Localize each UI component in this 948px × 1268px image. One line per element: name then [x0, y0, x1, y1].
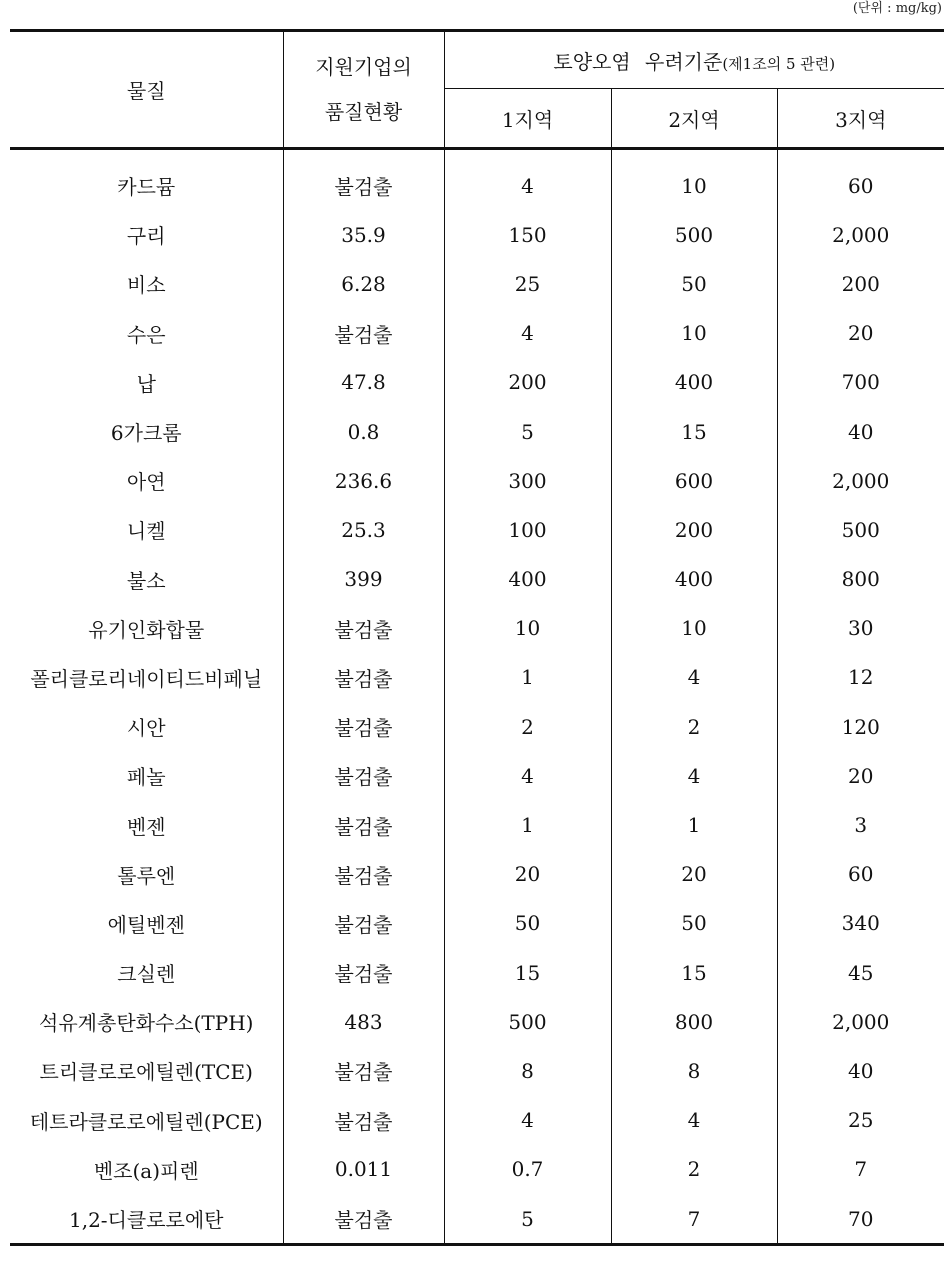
spacer-cell [444, 149, 611, 162]
table-row [10, 1145, 944, 1194]
cell-zone-1: 500 [444, 997, 611, 1046]
cell-zone-1: 4 [444, 751, 611, 800]
cell-zone-2: 8 [611, 1046, 777, 1095]
table-body [10, 149, 944, 1245]
table-row [10, 800, 944, 849]
cell-company-status: 399 [283, 555, 444, 604]
header-standard-note: (제1조의 5 관련) [722, 54, 836, 73]
cell-zone-2: 15 [611, 948, 777, 997]
table-row [10, 161, 944, 210]
cell-zone-3: 20 [777, 751, 944, 800]
cell-zone-1: 4 [444, 1096, 611, 1145]
cell-company-status: 불검출 [283, 800, 444, 849]
cell-zone-3: 25 [777, 1096, 944, 1145]
cell-material: 납 [136, 371, 156, 396]
cell-zone-2: 4 [611, 751, 777, 800]
cell-zone-2: 50 [611, 899, 777, 948]
cell-zone-3: 40 [777, 407, 944, 456]
cell-material: 6가크롬 [110, 421, 182, 446]
cell-material: 시안 [126, 716, 166, 741]
cell-zone-1: 5 [444, 1194, 611, 1245]
cell-zone-3: 120 [777, 702, 944, 751]
cell-material: 카드뮴 [117, 175, 176, 200]
unit-note: (단위 : mg/kg) [852, 1, 942, 16]
cell-material: 벤조(a)피렌 [93, 1158, 199, 1183]
header-standard-title: 토양오염 우려기준 [553, 49, 723, 74]
header-material: 물질 [10, 31, 283, 149]
cell-company-status: 불검출 [283, 1096, 444, 1145]
cell-zone-1: 5 [444, 407, 611, 456]
table-row [10, 997, 944, 1046]
table-row [10, 604, 944, 653]
cell-company-status: 불검출 [283, 161, 444, 210]
cell-material: 트리클로로에틸렌(TCE) [39, 1060, 253, 1085]
cell-zone-1: 150 [444, 210, 611, 259]
cell-material: 불소 [126, 568, 166, 593]
cell-company-status: 35.9 [283, 210, 444, 259]
cell-zone-1: 4 [444, 309, 611, 358]
table-row [10, 751, 944, 800]
table-row [10, 259, 944, 308]
cell-zone-1: 50 [444, 899, 611, 948]
cell-zone-3: 20 [777, 309, 944, 358]
cell-zone-1: 1 [444, 800, 611, 849]
cell-material: 페놀 [126, 765, 166, 790]
cell-company-status: 불검출 [283, 948, 444, 997]
cell-company-status: 불검출 [283, 1046, 444, 1095]
cell-zone-3: 45 [777, 948, 944, 997]
cell-company-status: 6.28 [283, 259, 444, 308]
cell-material: 유기인화합물 [88, 617, 205, 642]
cell-material: 테트라클로로에틸렌(PCE) [29, 1109, 263, 1134]
spacer-cell [10, 149, 283, 162]
cell-material: 크실렌 [117, 962, 176, 987]
header-zone-1: 1지역 [444, 89, 611, 149]
cell-zone-2: 500 [611, 210, 777, 259]
cell-zone-3: 12 [777, 653, 944, 702]
cell-company-status: 불검출 [283, 702, 444, 751]
cell-zone-2: 2 [611, 1145, 777, 1194]
cell-zone-1: 8 [444, 1046, 611, 1095]
cell-zone-2: 1 [611, 800, 777, 849]
cell-zone-1: 300 [444, 456, 611, 505]
cell-zone-2: 50 [611, 259, 777, 308]
cell-company-status: 불검출 [283, 1194, 444, 1245]
cell-company-status: 불검출 [283, 899, 444, 948]
cell-zone-2: 400 [611, 358, 777, 407]
cell-company-status: 0.011 [283, 1145, 444, 1194]
cell-zone-2: 4 [611, 1096, 777, 1145]
cell-zone-3: 60 [777, 161, 944, 210]
cell-zone-1: 200 [444, 358, 611, 407]
cell-material: 수은 [126, 322, 166, 347]
cell-material: 에틸벤젠 [107, 912, 185, 937]
spacer-cell [283, 149, 444, 162]
header-zone-2: 2지역 [611, 89, 777, 149]
table-row [10, 1194, 944, 1245]
cell-zone-1: 10 [444, 604, 611, 653]
table-row [10, 407, 944, 456]
cell-zone-2: 20 [611, 850, 777, 899]
cell-company-status: 불검출 [283, 751, 444, 800]
cell-zone-2: 2 [611, 702, 777, 751]
cell-zone-2: 4 [611, 653, 777, 702]
cell-zone-2: 400 [611, 555, 777, 604]
table-row [10, 1046, 944, 1095]
cell-zone-1: 0.7 [444, 1145, 611, 1194]
cell-zone-3: 7 [777, 1145, 944, 1194]
table-row [10, 899, 944, 948]
cell-material: 톨루엔 [117, 863, 176, 888]
cell-company-status: 불검출 [283, 309, 444, 358]
cell-zone-3: 200 [777, 259, 944, 308]
cell-zone-3: 2,000 [777, 210, 944, 259]
cell-zone-1: 1 [444, 653, 611, 702]
cell-material: 니켈 [126, 519, 166, 544]
cell-zone-3: 3 [777, 800, 944, 849]
cell-zone-1: 15 [444, 948, 611, 997]
table-row [10, 948, 944, 997]
cell-zone-2: 15 [611, 407, 777, 456]
cell-material: 1,2-디클로로에탄 [10, 1194, 283, 1245]
cell-material: 폴리클로리네이티드비페닐 [30, 666, 263, 691]
table-row [10, 850, 944, 899]
table-row [10, 309, 944, 358]
cell-zone-2: 10 [611, 161, 777, 210]
cell-company-status: 236.6 [283, 456, 444, 505]
table-row [10, 358, 944, 407]
soil-standard-table [10, 29, 944, 1246]
cell-zone-1: 4 [444, 161, 611, 210]
table-row [10, 1096, 944, 1145]
cell-zone-1: 20 [444, 850, 611, 899]
spacer-row [10, 149, 944, 162]
cell-zone-3: 60 [777, 850, 944, 899]
cell-company-status: 불검출 [283, 604, 444, 653]
cell-zone-2: 800 [611, 997, 777, 1046]
cell-zone-2: 600 [611, 456, 777, 505]
cell-company-status: 0.8 [283, 407, 444, 456]
spacer-cell [611, 149, 777, 162]
cell-material: 구리 [126, 224, 166, 249]
header-company-status [283, 31, 444, 149]
cell-zone-3: 70 [777, 1194, 944, 1245]
cell-zone-1: 400 [444, 555, 611, 604]
cell-zone-3: 2,000 [777, 997, 944, 1046]
cell-zone-2: 200 [611, 505, 777, 554]
cell-material: 석유계총탄화수소(TPH) [39, 1011, 254, 1036]
cell-zone-2: 7 [611, 1194, 777, 1245]
table-row [10, 456, 944, 505]
cell-company-status: 47.8 [283, 358, 444, 407]
cell-zone-2: 10 [611, 604, 777, 653]
cell-zone-3: 500 [777, 505, 944, 554]
table-row [10, 702, 944, 751]
cell-material: 벤젠 [126, 814, 166, 839]
cell-material: 비소 [126, 273, 166, 298]
cell-company-status: 25.3 [283, 505, 444, 554]
cell-zone-1: 100 [444, 505, 611, 554]
table-row [10, 505, 944, 554]
cell-material: 아연 [126, 470, 166, 495]
header-company-status-text: 지원기업의 품질현황 [315, 54, 412, 124]
header-standard-group [444, 31, 944, 89]
table-row [10, 555, 944, 604]
cell-zone-3: 700 [777, 358, 944, 407]
cell-zone-3: 340 [777, 899, 944, 948]
table-row [10, 653, 944, 702]
cell-zone-3: 800 [777, 555, 944, 604]
cell-zone-3: 40 [777, 1046, 944, 1095]
cell-zone-1: 2 [444, 702, 611, 751]
cell-company-status: 불검출 [283, 653, 444, 702]
cell-zone-3: 30 [777, 604, 944, 653]
table-header [10, 31, 944, 149]
cell-zone-2: 10 [611, 309, 777, 358]
header-zone-3: 3지역 [777, 89, 944, 149]
cell-company-status: 483 [283, 997, 444, 1046]
table-row [10, 210, 944, 259]
cell-zone-3: 2,000 [777, 456, 944, 505]
spacer-cell [777, 149, 944, 162]
cell-zone-1: 25 [444, 259, 611, 308]
cell-company-status: 불검출 [283, 850, 444, 899]
